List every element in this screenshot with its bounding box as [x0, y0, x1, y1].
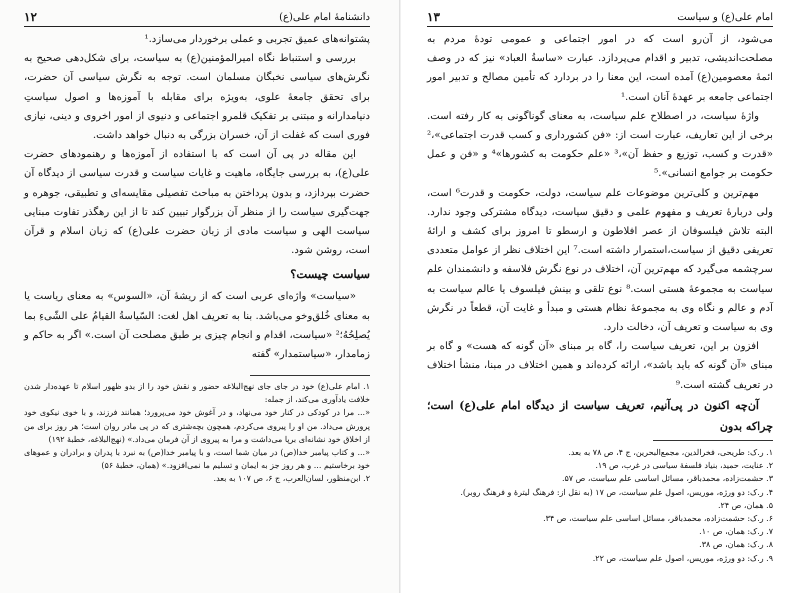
paragraph: مهم‌ترین و کلی‌ترین موضوعات علم سیاست، دولت، حکومت و قدرت⁶ است، ولی دربارهٔ تعریف و مفهوم علمی و دقیق سیاست، دیدگاه مشترکی وجود ندارد. البته تلاش فیلسوفان از عصر افلاطون و ارسطو تا امروز برای کشف و ارائهٔ تعریفی دقیق از سیاست،استمرار داشته است.⁷ این اختلاف نظر از عوامل متعددی سرچشمه می‌گیرد که مهم‌ترین آن، اختلاف در نوع نگرش فلاسفه و دانشمندان علم سیاست به مجموعهٔ هستی است.⁸ نوع تلقی و بینش فیلسوف یا عالم سیاست به آدم و عالم و نگاه وی به مجموعهٔ نظام هستی و مبدأ و غایت آن، قطعاً در نگرش وی به سیاست و تعریف آن، دخالت دارد.	[427, 187, 774, 334]
right-page	[401, 0, 801, 593]
footnote: ۸. ر.ک: همان، ص ۳۸.	[699, 540, 773, 550]
paragraph: واژهٔ سیاست، در اصطلاح علم سیاست، به معنای گوناگونی به کار رفته است. برخی از این تعاریف، عبارت است از: «فن کشورداری و کسب قدرت اجتماعی»،² «قدرت و کسب، توزیع و حفظ آن»،³ «علم حکومت به کشورها»⁴ و «فن و عمل حکومت بر جوامع انسانی».⁵	[427, 110, 773, 180]
paragraph: می‌شود، از آن‌رو است که در امور اجتماعی و عمومی تودهٔ مردم به مصلحت‌اندیشی، تدبیر و اقدام می‌پردازد. عبارت «ساسةُ العباد» نیز که در وصف ائمهٔ معصومین(ع) آمده است، این معنا را در بردارد که تأمین مصالح و تدبیر امور اجتماعی جامعه بر عهدهٔ آنان است.¹	[427, 34, 773, 103]
paragraph: «سیاست» واژه‌ای عربی است که از ریشهٔ آن، «السوس» به معنای ریاست یا به معنای خُلق‌وخو می‌باشد. بنا به تعریف اهل لغت: السّیاسةُ القیامُ علی الشّیءِ بما یُصلِحُهُ؛² «سیاست، اقدام و انجام چیزی بر طبق مصلحت آن است.» اگر به حاکم و زمامدار، «سیاستمدار» گفته	[24, 291, 370, 361]
paragraph: افزون بر این، تعریف سیاست را، گاه بر مبنای «آن گونه که هست» و گاه بر مبنای «آن گونه که باید باشد»، ارائه کرده‌اند و همین اختلاف در مبنا، منشأ اختلاف در تعریف گشته است.⁹	[427, 341, 773, 391]
page-header	[427, 10, 773, 24]
header-rule	[24, 26, 370, 27]
footnote: ۹. ر.ک: دو ورژه، موریس، اصول علم سیاست، ص ۲۲.	[592, 553, 773, 563]
header-rule	[427, 26, 773, 27]
footnote: ۱. امام علی(ع) خود در جای جای نهج‌البلاغه حضور و نقش خود را از بدو ظهور اسلام تا عهده‌دار شدن خلافت یادآوری می‌کند، از جمله:	[24, 382, 371, 405]
left-page	[0, 0, 400, 593]
paragraph: بررسی و استنباط نگاه امیرالمؤمنین(ع) به سیاست، برای شکل‌دهی صحیح به نگرش‌های سیاسی نخبگان مسلمان است. توجه به نگرش سیاسی آن حضرت، برای تحقق جامعهٔ علوی، به‌ویژه برای مقابله با آموزه‌ها و اصول سیاستِ دنیامدارانه و مبتنی بر تفکیک قلمرو اجتماعی و دنیوی از امور اخروی و دینی، نیازی فوری است که غفلت از آن، خسران بزرگی به دنبال خواهد داشت.	[24, 53, 370, 142]
footnotes	[24, 380, 370, 486]
footnote: ۲. عنایت، حمید، بنیاد فلسفهٔ سیاسی در غرب، ص ۱۹.	[595, 461, 773, 471]
footnotes	[427, 446, 773, 565]
footnote-rule	[653, 440, 773, 441]
footnote: «... و کتاب پیامبر خدا(ص) در میان شما است، و با پیامبر خدا(ص) به نبرد با پدران و برادران و عموهای خود برخاستیم ... و هر روز جز به ایمان و تسلیم ما نمی‌افزود.» (همان، خطبهٔ ۵۶)	[24, 448, 370, 471]
page-number: ۱۲	[24, 10, 37, 24]
footnote-rule	[250, 375, 370, 376]
footnote: ۷. ر.ک: همان، ص ۱۰.	[699, 527, 773, 537]
paragraph: این مقاله در پی آن است که با استفاده از آموزه‌ها و رهنمودهای حضرت علی(ع)، به بررسی جایگاه، ماهیت و غایات سیاست و قدرت سیاسی از دیدگاه آن حضرت بپردازد، و بدون پرداختن به مباحث تفصیلی مقایسه‌ای و تطبیقی، جوهره و جهت‌گیری سیاست را از منظر آن بزرگوار تبیین کند تا از این رهگذر تفاوت مبنایی سیاست الهی و سیاست مادی از زبان حضرت علی(ع) که زبان اسلام و قرآن است، روشن شود.	[24, 149, 370, 257]
page-number: ۱۳	[427, 10, 440, 24]
lead-paragraph: آن‌چه اکنون در پی‌آنیم، تعریف سیاست از دیدگاه امام علی(ع) است؛ چراکه بدون	[427, 398, 773, 433]
body-text	[427, 30, 773, 437]
running-head: امام علی(ع) و سیاست	[677, 11, 773, 23]
footnote: ۵. همان، ص ۲۴.	[717, 500, 773, 510]
paragraph: پشتوانه‌های عمیق تجربی و عملی برخوردار می‌سازد.¹	[144, 34, 370, 45]
running-head: دانشنامهٔ امام علی(ع)	[279, 11, 370, 23]
footnote: «... مرا در کودکی در کنار خود می‌نهاد، و در آغوش خود می‌پرورد؛ همانند فرزند، و با خوی نیکوی خود پرورش می‌داد. من او را پیروی می‌کردم، همچون بچه‌شتری که در پی مادر روان است؛ هر روز برای من از اخلاق خود نشانه‌ای برپا می‌داشت و مرا به پیروی از آن فرمان می‌داد.» (نهج‌البلاغه، خطبهٔ ۱۹۲)	[24, 408, 370, 444]
footnote: ۱. ر.ک: طریحی، فخرالدین، مجمع‌البحرین، ج ۴، ص ۷۸ به بعد.	[568, 448, 773, 457]
section-heading: سیاست چیست؟	[290, 267, 370, 282]
footnote: ۲. ابن‌منظور، لسان‌العرب، ج ۶، ص ۱۰۷ به بعد.	[213, 474, 370, 484]
footnote: ۳. حشمت‌زاده، محمدباقر، مسائل اساسی علم سیاست، ص ۵۷.	[561, 474, 773, 484]
page-header	[24, 10, 370, 24]
body-text	[24, 30, 370, 364]
footnote: ۶. ر.ک: حشمت‌زاده، محمدباقر، مسائل اساسی علم سیاست، ص ۳۴.	[543, 514, 773, 524]
footnote: ۴. ر.ک: دو ورژه، موریس، اصول علم سیاست، ص ۱۷ (به نقل از: فرهنگ لیترهٔ و فرهنگ روبر).	[460, 487, 773, 497]
